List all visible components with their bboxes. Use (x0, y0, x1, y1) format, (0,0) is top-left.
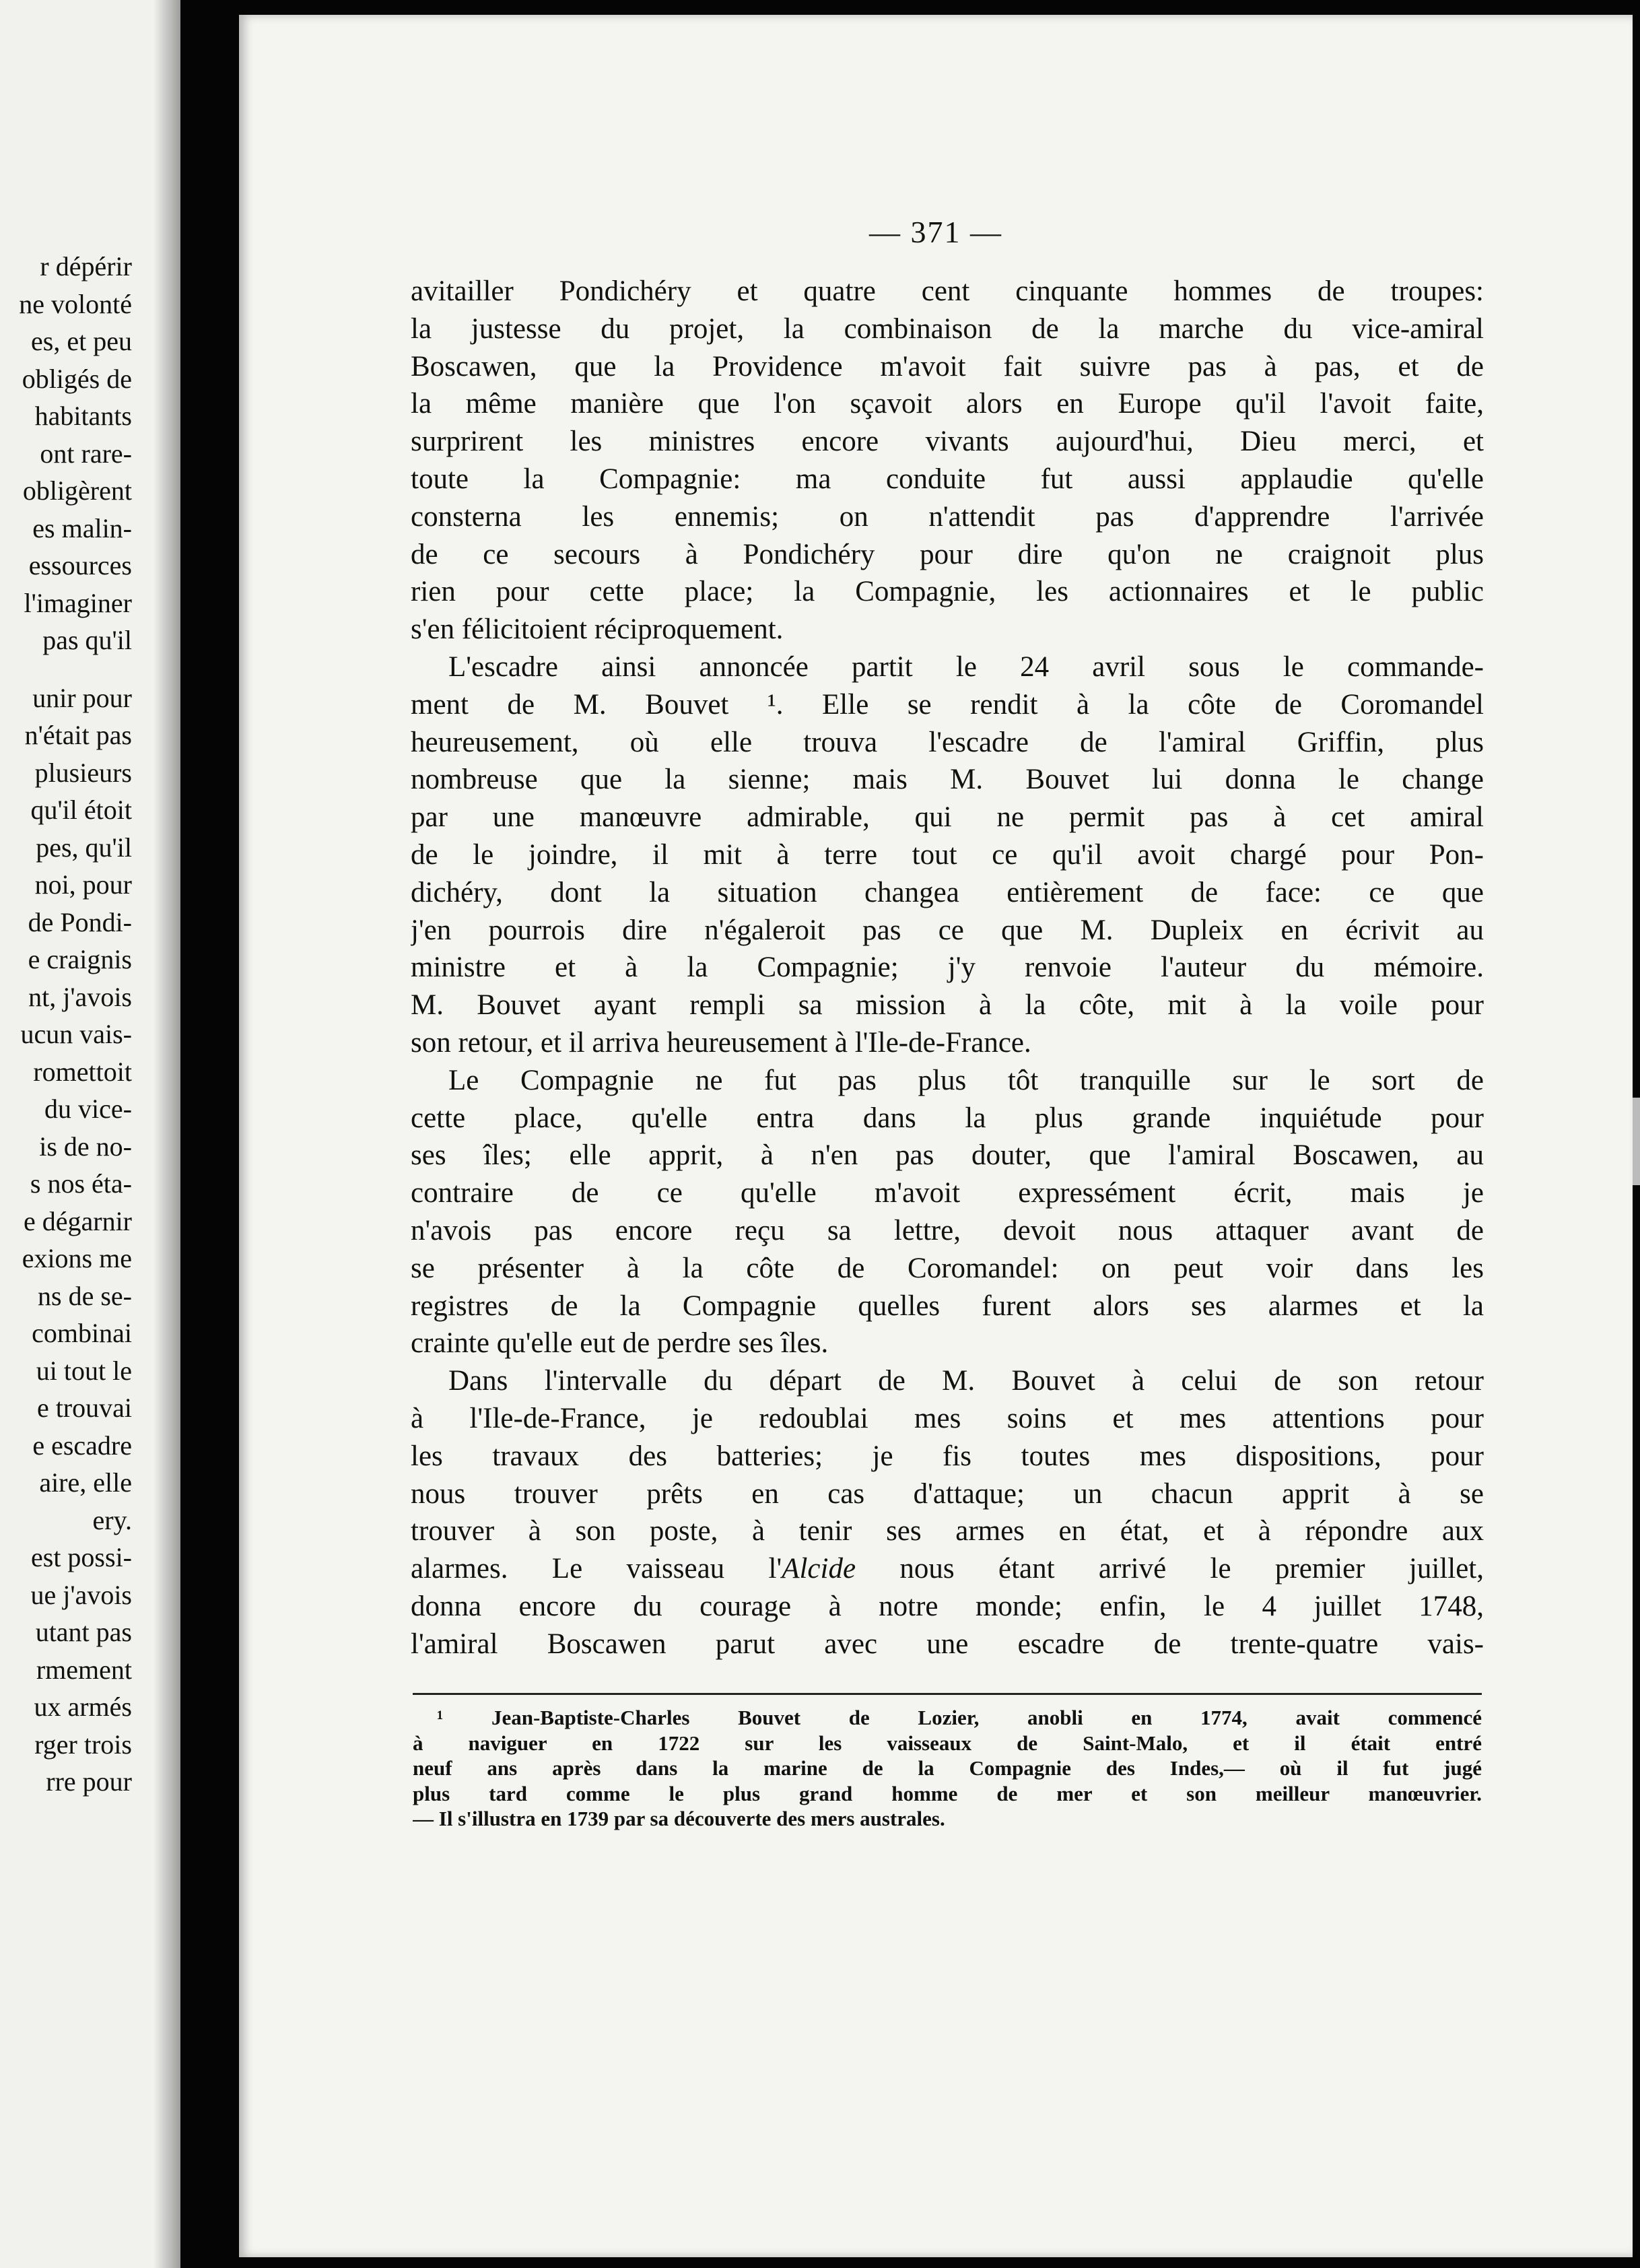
previous-page-line: s nos éta- (30, 1168, 132, 1199)
footnote-line: — Il s'illustra en 1739 par sa découverte des mers australes. (413, 1807, 945, 1830)
paragraph-start-line: Dans l'intervalle du départ de M. Bouvet à celui de son retour (448, 1365, 1484, 1397)
previous-page-line: rre pour (46, 1766, 132, 1797)
previous-page-line: is de no- (39, 1131, 132, 1162)
body-text (411, 273, 1484, 1663)
footnote-rule (413, 1693, 1482, 1695)
previous-page-line: r dépérir (40, 251, 132, 281)
paragraph-end-line: son retour, et il arriva heureusement à l'Ile-de-France. (411, 1026, 1031, 1059)
text-line: ment de M. Bouvet ¹. Elle se rendit à la côte de Coromandel (411, 688, 1484, 721)
previous-page-fragment (0, 0, 180, 2268)
text-line: consterna les ennemis; on n'attendit pas d'apprendre l'arrivée (411, 500, 1484, 533)
gutter-shadow (153, 0, 180, 2268)
previous-page-line: essources (28, 550, 132, 580)
previous-page-line: l'imaginer (24, 587, 132, 618)
previous-page-line: ns de se- (38, 1280, 132, 1311)
paragraph-end-line: s'en félicitoient réciproquement. (411, 613, 784, 646)
previous-page-line: ui tout le (36, 1355, 132, 1386)
text-line: registres de la Compagnie quelles furent alors ses alarmes et la (411, 1290, 1484, 1322)
previous-page-line: es malin- (32, 512, 132, 543)
text-line: rien pour cette place; la Compagnie, les actionnaires et le public (411, 576, 1484, 608)
paragraph-start-line: Le Compagnie ne fut pas plus tôt tranquille sur le sort de (448, 1064, 1484, 1096)
text-line: surprirent les ministres encore vivants aujourd'hui, Dieu merci, et (411, 426, 1484, 458)
text-line: de ce secours à Pondichéry pour dire qu'on ne craignoit plus (411, 538, 1484, 570)
previous-page-line: combinai (32, 1318, 132, 1348)
text-line: cette place, qu'elle entra dans la plus grande inquiétude pour (411, 1102, 1484, 1134)
text-line: donna encore du courage à notre monde; enfin, le 4 juillet 1748, (411, 1590, 1484, 1622)
previous-page-line: n'était pas (24, 720, 132, 750)
paragraph-end-line: crainte qu'elle eut de perdre ses îles. (411, 1327, 829, 1360)
paragraph-start-line: L'escadre ainsi annoncée partit le 24 avril sous le commande- (448, 651, 1484, 683)
previous-page-line: obligèrent (22, 475, 132, 506)
previous-page-line: noi, pour (34, 869, 132, 900)
previous-page-line: pas qu'il (42, 625, 132, 655)
text-line: de le joindre, il mit à terre tout ce qu'il avoit chargé pour Pon- (411, 838, 1484, 871)
previous-page-line: ne volonté (19, 288, 132, 319)
text-line: nombreuse que la sienne; mais M. Bouvet lui donna le change (411, 764, 1484, 796)
text-line: ses îles; elle apprit, à n'en pas douter, que l'amiral Boscawen, au (411, 1139, 1484, 1172)
text-line: à l'Ile-de-France, je redoublai mes soins et mes attentions pour (411, 1402, 1484, 1434)
previous-page-line: ery. (92, 1504, 132, 1535)
previous-page-line: rger trois (34, 1729, 132, 1760)
text-line: n'avois pas encore reçu sa lettre, devoit nous attaquer avant de (411, 1214, 1484, 1246)
book-page (239, 15, 1633, 2257)
text-line: Boscawen, que la Providence m'avoit fait suivre pas à pas, et de (411, 350, 1484, 382)
previous-page-line: utant pas (35, 1617, 132, 1647)
previous-page-line: nt, j'avois (28, 981, 132, 1012)
text-line: la justesse du projet, la combinaison de la marche du vice-amiral (411, 312, 1484, 345)
text-line: avitailler Pondichéry et quatre cent cinquante hommes de troupes: (411, 275, 1484, 307)
previous-page-line: ont rare- (40, 438, 132, 469)
footnote-line: plus tard comme le plus grand homme de mer et son meilleur manœuvrier. (413, 1781, 1482, 1805)
text-line: ministre et à la Compagnie; j'y renvoie l'auteur du mémoire. (411, 952, 1484, 984)
previous-page-line: obligés de (22, 363, 132, 394)
text-line: nous trouver prêts en cas d'attaque; un chacun apprit à se (411, 1477, 1484, 1510)
text-line: trouver à son poste, à tenir ses armes en état, et à répondre aux (411, 1515, 1484, 1547)
previous-page-line: du vice- (44, 1094, 132, 1124)
text-line: se présenter à la côte de Coromandel: on peut voir dans les (411, 1252, 1484, 1284)
previous-page-text (0, 248, 132, 1801)
text-line: les travaux des batteries; je fis toutes mes dispositions, pour (411, 1440, 1484, 1472)
text-line: l'amiral Boscawen parut avec une escadre de trente-quatre vais- (411, 1628, 1484, 1660)
text-line: par une manœuvre admirable, qui ne permit pas à cet amiral (411, 801, 1484, 834)
previous-page-line: ue j'avois (30, 1579, 132, 1610)
previous-page-line: pes, qu'il (36, 832, 132, 863)
text-line: heureusement, où elle trouva l'escadre de l'amiral Griffin, plus (411, 726, 1484, 758)
text-line: j'en pourrois dire n'égaleroit pas ce que M. Dupleix en écrivit au (411, 914, 1484, 946)
footnote-line: à naviguer en 1722 sur les vaisseaux de Saint-Malo, et il était entré (413, 1731, 1482, 1755)
previous-page-line (0, 659, 132, 679)
page-number: — 371 — (869, 215, 1002, 249)
previous-page-line: ux armés (34, 1692, 132, 1722)
previous-page-line: romettoit (33, 1056, 132, 1087)
previous-page-line: aire, elle (39, 1467, 132, 1498)
text-line: M. Bouvet ayant rempli sa mission à la côte, mit à la voile pour (411, 989, 1484, 1022)
previous-page-line: plusieurs (34, 757, 132, 788)
previous-page-line: est possi- (31, 1542, 132, 1572)
text-line: alarmes. Le vaisseau l'Alcide nous étant arrivé le premier juillet, (411, 1553, 1484, 1585)
previous-page-line: de Pondi- (28, 906, 132, 937)
footnote (413, 1705, 1482, 1832)
previous-page-line: exions me (22, 1243, 132, 1273)
footnote-line: ¹ Jean-Baptiste-Charles Bouvet de Lozier, anobli en 1774, avait commencé (437, 1706, 1482, 1729)
page-edge-mark (1633, 1098, 1640, 1185)
previous-page-line: e craignis (28, 944, 132, 974)
previous-page-line: habitants (34, 401, 132, 431)
footnote-line: neuf ans après dans la marine de la Compagnie des Indes,— où il fut jugé (413, 1756, 1482, 1780)
previous-page-line: e escadre (32, 1430, 132, 1461)
text-line: toute la Compagnie: ma conduite fut aussi applaudie qu'elle (411, 463, 1484, 495)
previous-page-line: e trouvai (36, 1393, 132, 1423)
ship-name: Alcide (782, 1553, 856, 1585)
previous-page-line: es, et peu (31, 326, 132, 356)
text-line: la même manière que l'on sçavoit alors en Europe qu'il l'avoit faite, (411, 388, 1484, 420)
previous-page-line: rmement (36, 1654, 132, 1685)
previous-page-line: e dégarnir (23, 1205, 132, 1236)
text-line: dichéry, dont la situation changea entièrement de face: ce que (411, 876, 1484, 908)
previous-page-line: unir pour (32, 682, 132, 713)
previous-page-line: ucun vais- (20, 1019, 132, 1049)
previous-page-line: qu'il étoit (30, 795, 132, 825)
text-line: contraire de ce qu'elle m'avoit expressément écrit, mais je (411, 1177, 1484, 1209)
